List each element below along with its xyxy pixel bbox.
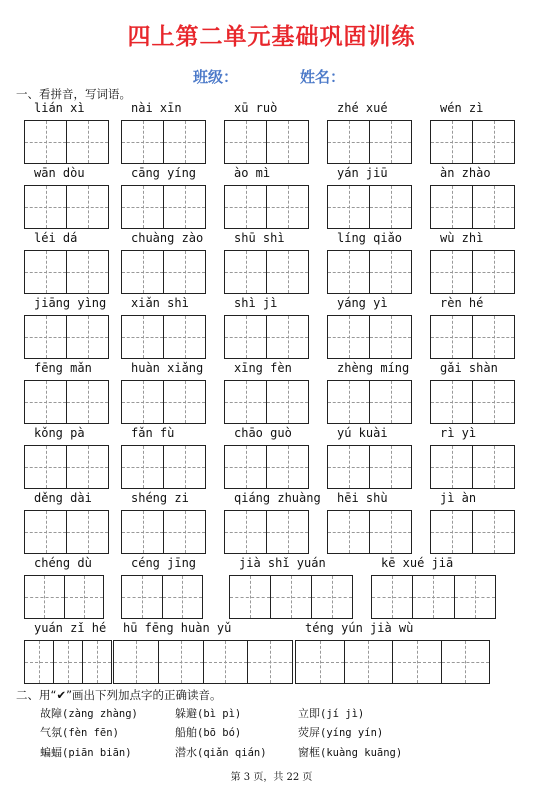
tian-zi-cell[interactable] [163,121,205,163]
tian-zi-cell[interactable] [82,641,111,683]
writing-boxes[interactable] [24,185,109,229]
tian-zi-cell[interactable] [266,381,308,423]
tian-zi-cell[interactable] [270,576,311,618]
pinyin-prompt: céng jīng [131,556,197,570]
tian-zi-cell[interactable] [454,576,495,618]
item-pinyin-options[interactable]: (bō bó) [197,727,242,739]
tian-zi-cell[interactable] [66,446,108,488]
tian-zi-cell[interactable] [225,511,266,553]
item-pinyin-options[interactable]: (qiǎn qián) [197,747,267,759]
pinyin-prompt: huàn xiǎng [131,361,204,375]
writing-boxes[interactable] [327,315,412,359]
tian-zi-cell[interactable] [122,121,163,163]
writing-boxes[interactable] [121,510,206,554]
pinyin-prompt: shéng zi [131,491,189,505]
pinyin-prompt: xiǎn shì [131,296,189,310]
writing-boxes[interactable] [121,250,206,294]
pinyin-prompt: yuán zǐ hé [34,621,107,635]
tian-zi-cell[interactable] [122,576,162,618]
tian-zi-cell[interactable] [163,381,205,423]
tian-zi-cell[interactable] [225,251,266,293]
tian-zi-cell[interactable] [344,641,393,683]
tian-zi-cell[interactable] [163,186,205,228]
tian-zi-cell[interactable] [225,381,266,423]
tian-zi-cell[interactable] [163,316,205,358]
tian-zi-cell[interactable] [66,381,108,423]
tian-zi-cell[interactable] [369,186,411,228]
writing-boxes[interactable] [430,315,515,359]
pinyin-prompt: chuàng zào [131,231,204,245]
tian-zi-cell[interactable] [114,641,158,683]
tian-zi-cell[interactable] [122,511,163,553]
pinyin-prompt: jiāng yìng [34,296,107,310]
section-1-heading: 一、看拼音，写词语。 [16,87,131,101]
writing-boxes[interactable] [430,120,515,164]
pronunciation-item[interactable] [40,744,132,760]
pinyin-prompt: xīng fèn [234,361,292,375]
pinyin-prompt: yáng yì [337,296,388,310]
writing-boxes[interactable] [121,575,203,619]
pinyin-prompt: wù zhì [440,231,484,245]
tian-zi-cell[interactable] [472,381,514,423]
tian-zi-cell[interactable] [431,121,472,163]
tian-zi-cell[interactable] [225,121,266,163]
writing-boxes[interactable] [24,445,109,489]
writing-boxes[interactable] [24,250,109,294]
pinyin-prompt: yú kuài [337,426,388,440]
pinyin-prompt: nài xīn [131,101,182,115]
item-pinyin-options[interactable]: (bì pì) [197,708,242,720]
tian-zi-cell[interactable] [25,251,66,293]
item-pinyin-options[interactable]: (jí jì) [320,708,365,720]
tian-zi-cell[interactable] [122,251,163,293]
pinyin-prompt: jià shǐ yuán [239,556,326,570]
pinyin-prompt: jì àn [440,491,477,505]
writing-boxes[interactable] [430,445,515,489]
writing-boxes[interactable] [224,510,309,554]
pronunciation-item[interactable] [40,705,138,721]
item-word: 窗框 [298,746,320,759]
writing-boxes[interactable] [229,575,353,619]
item-word: 躲避 [175,707,197,720]
tian-zi-cell[interactable] [266,186,308,228]
tian-zi-cell[interactable] [25,121,66,163]
tian-zi-cell[interactable] [372,576,412,618]
writing-boxes[interactable] [224,445,309,489]
tian-zi-cell[interactable] [64,576,104,618]
writing-boxes[interactable] [224,250,309,294]
tian-zi-cell[interactable] [66,186,108,228]
tian-zi-cell[interactable] [203,641,248,683]
item-pinyin-options[interactable]: (kuàng kuāng) [320,747,403,759]
writing-boxes[interactable] [24,510,109,554]
tian-zi-cell[interactable] [328,121,369,163]
item-word: 故障 [40,707,62,720]
item-pinyin-options[interactable]: (yíng yín) [320,727,384,739]
tian-zi-cell[interactable] [369,316,411,358]
item-pinyin-options[interactable]: (piān biān) [62,747,132,759]
tian-zi-cell[interactable] [369,251,411,293]
tian-zi-cell[interactable] [25,511,66,553]
pronunciation-item[interactable] [175,705,241,721]
pinyin-prompt: téng yún jià wù [305,621,414,635]
pinyin-prompt: kē xué jiā [381,556,454,570]
pinyin-prompt: cāng yíng [131,166,197,180]
pinyin-prompt: wān dòu [34,166,85,180]
pinyin-prompt: fēng mǎn [34,361,92,375]
tian-zi-cell[interactable] [328,446,369,488]
writing-boxes[interactable] [121,315,206,359]
pinyin-prompt: léi dá [34,231,78,245]
tian-zi-cell[interactable] [328,511,369,553]
tian-zi-cell[interactable] [296,641,344,683]
writing-boxes[interactable] [24,640,112,684]
tian-zi-cell[interactable] [392,641,441,683]
writing-boxes[interactable] [327,445,412,489]
pinyin-prompt: hū fēng huàn yǔ [123,621,232,635]
writing-boxes[interactable] [121,185,206,229]
writing-boxes[interactable] [121,380,206,424]
tian-zi-cell[interactable] [431,381,472,423]
tian-zi-cell[interactable] [122,186,163,228]
tian-zi-cell[interactable] [163,446,205,488]
tian-zi-cell[interactable] [225,186,266,228]
tian-zi-cell[interactable] [53,641,82,683]
writing-boxes[interactable] [327,185,412,229]
tian-zi-cell[interactable] [25,576,64,618]
writing-boxes[interactable] [113,640,293,684]
tian-zi-cell[interactable] [25,381,66,423]
pinyin-prompt: zhèng míng [337,361,410,375]
tian-zi-cell[interactable] [122,381,163,423]
pinyin-prompt: yán jiū [337,166,388,180]
section-2-heading: 二、用“✔”画出下列加点字的正确读音。 [16,688,222,702]
pronunciation-item[interactable] [298,744,402,760]
writing-boxes[interactable] [24,120,109,164]
tian-zi-cell[interactable] [441,641,490,683]
tian-zi-cell[interactable] [472,316,514,358]
tian-zi-cell[interactable] [472,446,514,488]
writing-boxes[interactable] [295,640,490,684]
writing-boxes[interactable] [224,185,309,229]
writing-boxes[interactable] [430,380,515,424]
tian-zi-cell[interactable] [369,511,411,553]
class-label: 班级： [193,68,239,86]
writing-boxes[interactable] [24,315,109,359]
tian-zi-cell[interactable] [25,641,53,683]
tian-zi-cell[interactable] [431,446,472,488]
writing-boxes[interactable] [121,445,206,489]
tian-zi-cell[interactable] [369,121,411,163]
tian-zi-cell[interactable] [266,446,308,488]
writing-boxes[interactable] [24,380,109,424]
tian-zi-cell[interactable] [412,576,453,618]
writing-boxes[interactable] [224,120,309,164]
tian-zi-cell[interactable] [25,446,66,488]
pinyin-prompt: zhé xué [337,101,388,115]
tian-zi-cell[interactable] [163,511,205,553]
page-footer: 第 3 页，共 22 页 [230,772,313,783]
tian-zi-cell[interactable] [25,186,66,228]
tian-zi-cell[interactable] [328,316,369,358]
pinyin-prompt: xū ruò [234,101,278,115]
tian-zi-cell[interactable] [431,251,472,293]
tian-zi-cell[interactable] [122,446,163,488]
item-word: 蝙蝠 [40,746,62,759]
tian-zi-cell[interactable] [328,381,369,423]
pinyin-prompt: rì yì [440,426,477,440]
tian-zi-cell[interactable] [158,641,203,683]
tian-zi-cell[interactable] [472,511,514,553]
writing-boxes[interactable] [327,380,412,424]
item-word: 船舶 [175,726,197,739]
pinyin-prompt: hēi shù [337,491,388,505]
tian-zi-cell[interactable] [247,641,292,683]
page-title: 四上第二单元基础巩固训练 [127,24,416,50]
tian-zi-cell[interactable] [472,186,514,228]
tian-zi-cell[interactable] [163,251,205,293]
tian-zi-cell[interactable] [225,446,266,488]
pronunciation-item[interactable] [298,724,383,740]
item-pinyin-options[interactable]: (fèn fēn) [62,727,119,739]
writing-boxes[interactable] [327,250,412,294]
tian-zi-cell[interactable] [266,251,308,293]
writing-boxes[interactable] [327,510,412,554]
pronunciation-item[interactable] [175,744,267,760]
pronunciation-item[interactable] [175,724,241,740]
tian-zi-cell[interactable] [369,381,411,423]
item-pinyin-options[interactable]: (zàng zhàng) [62,708,138,720]
tian-zi-cell[interactable] [431,316,472,358]
pinyin-prompt: ào mì [234,166,271,180]
tian-zi-cell[interactable] [25,316,66,358]
pronunciation-item[interactable] [298,705,364,721]
pinyin-prompt: shì jì [234,296,278,310]
tian-zi-cell[interactable] [266,316,308,358]
pronunciation-item[interactable] [40,724,119,740]
pinyin-prompt: chéng dù [34,556,92,570]
writing-boxes[interactable] [430,510,515,554]
item-word: 立即 [298,707,320,720]
pinyin-prompt: chāo guò [234,426,292,440]
tian-zi-cell[interactable] [369,446,411,488]
writing-boxes[interactable] [327,120,412,164]
tian-zi-cell[interactable] [66,316,108,358]
writing-boxes[interactable] [430,250,515,294]
tian-zi-cell[interactable] [311,576,352,618]
pinyin-prompt: rèn hé [440,296,484,310]
pinyin-prompt: fǎn fù [131,426,175,440]
tian-zi-cell[interactable] [162,576,203,618]
pinyin-prompt: shū shì [234,231,285,245]
tian-zi-cell[interactable] [431,511,472,553]
tian-zi-cell[interactable] [472,121,514,163]
writing-boxes[interactable] [371,575,496,619]
item-word: 潜水 [175,746,197,759]
tian-zi-cell[interactable] [122,316,163,358]
writing-boxes[interactable] [24,575,104,619]
pinyin-prompt: gǎi shàn [440,361,498,375]
tian-zi-cell[interactable] [328,251,369,293]
pinyin-prompt: děng dài [34,491,92,505]
pinyin-prompt: àn zhào [440,166,491,180]
writing-boxes[interactable] [121,120,206,164]
item-word: 荧屏 [298,726,320,739]
tian-zi-cell[interactable] [266,511,308,553]
pinyin-prompt: lián xì [34,101,85,115]
writing-boxes[interactable] [224,315,309,359]
tian-zi-cell[interactable] [266,121,308,163]
tian-zi-cell[interactable] [66,251,108,293]
writing-boxes[interactable] [224,380,309,424]
name-label: 姓名： [300,68,346,86]
pinyin-prompt: wén zì [440,101,484,115]
tian-zi-cell[interactable] [328,186,369,228]
writing-boxes[interactable] [430,185,515,229]
pinyin-prompt: líng qiǎo [337,231,403,245]
pinyin-prompt: kǒng pà [34,426,85,440]
tian-zi-cell[interactable] [472,251,514,293]
tian-zi-cell[interactable] [66,121,108,163]
pinyin-prompt: qiáng zhuàng [234,491,321,505]
item-word: 气氛 [40,726,62,739]
tian-zi-cell[interactable] [230,576,270,618]
tian-zi-cell[interactable] [66,511,108,553]
tian-zi-cell[interactable] [431,186,472,228]
tian-zi-cell[interactable] [225,316,266,358]
